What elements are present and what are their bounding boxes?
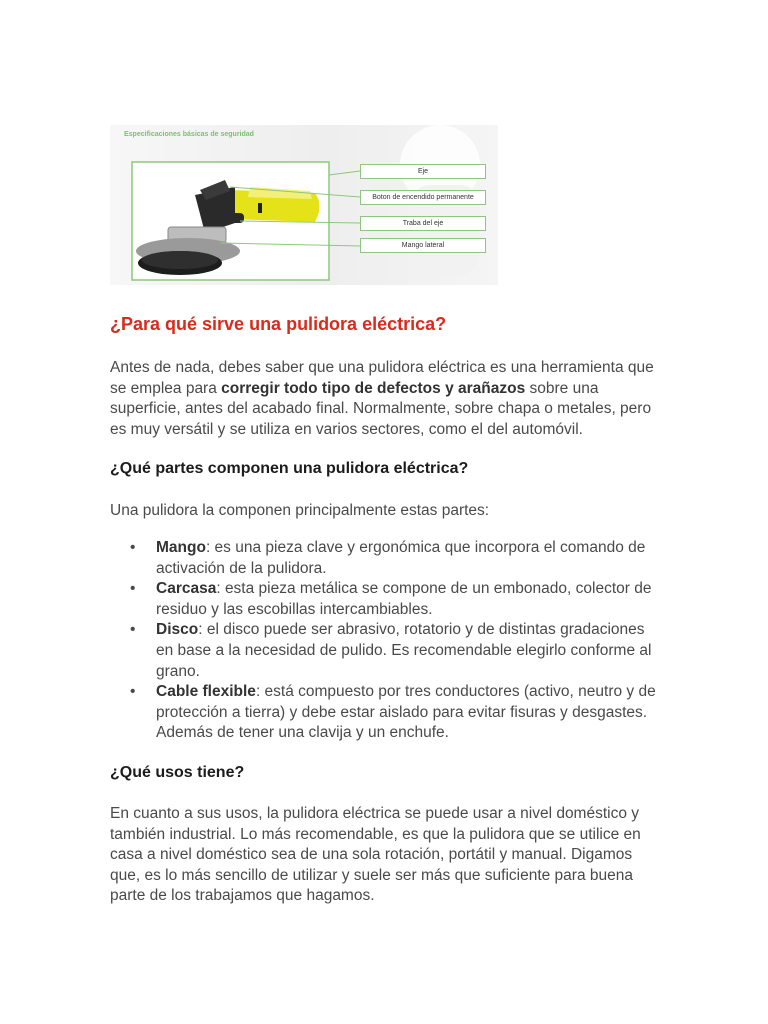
figure-title: Especificaciones básicas de seguridad xyxy=(124,131,254,138)
parts-list xyxy=(110,538,665,744)
list-item-cable xyxy=(110,682,665,744)
desc-cable: : está compuesto por tres conductores (activo, neutro y de protección a tierra) y debe estar aislado para evitar fisuras y desgastes. Además de tener una clavija y un enchufe. xyxy=(156,683,656,742)
desc-carcasa: : esta pieza metálica se compone de un embonado, colector de residuo y las escobillas intercambiables. xyxy=(156,580,652,618)
paragraph-usos: En cuanto a sus usos, la pulidora eléctrica se puede usar a nivel doméstico y también industrial. Lo más recomendable, es que la pulidora que se utilice en casa a nivel doméstico sea de una sola rotación, portátil y manual. Digamos que, es lo más sencillo de utilizar y suele ser más que suficiente para buena parte de los trabajamos que hagamos. xyxy=(110,805,641,905)
callout-eje: Eje xyxy=(360,164,486,179)
heading-usos: ¿Qué usos tiene? xyxy=(110,764,245,781)
term-carcasa: Carcasa xyxy=(156,580,217,598)
paragraph-intro xyxy=(110,358,665,440)
grinder-specification-image xyxy=(110,125,498,285)
paragraph-partes-intro: Una pulidora la componen principalmente estas partes: xyxy=(110,502,490,519)
term-disco: Disco xyxy=(156,621,199,639)
term-mango: Mango xyxy=(156,539,206,556)
heading-partes: ¿Qué partes componen una pulidora eléctrica? xyxy=(110,460,469,477)
desc-disco: : el disco puede ser abrasivo, rotatorio y de distintas gradaciones en base a la necesidad de pulido. Es recomendable elegirlo conforme al grano. xyxy=(156,621,652,680)
list-item-carcasa xyxy=(110,579,665,620)
desc-mango: : es una pieza clave y ergonómica que incorpora el comando de activación de la pulidora. xyxy=(156,539,646,577)
term-cable: Cable flexible xyxy=(156,683,256,701)
angle-grinder-illustration xyxy=(110,125,498,285)
paragraph-intro-bold: corregir todo tipo de defectos y arañazos xyxy=(221,379,526,397)
callout-mango: Mango lateral xyxy=(360,238,486,253)
callout-boton: Boton de encendido permanente xyxy=(360,190,486,205)
list-item-mango xyxy=(110,538,665,579)
callout-traba: Traba del eje xyxy=(360,216,486,231)
paragraph-intro-start: Antes de nada, debes saber que una pulidora eléctrica es una herramienta que se emplea para xyxy=(110,359,654,397)
list-item-disco xyxy=(110,620,665,682)
paragraph-intro-end: sobre una superficie, antes del acabado final. Normalmente, sobre chapa o metales, pero es muy versátil y se utiliza en varios sectores, como el del automóvil. xyxy=(110,379,652,438)
heading-para-que-sirve: ¿Para qué sirve una pulidora eléctrica? xyxy=(110,314,447,334)
